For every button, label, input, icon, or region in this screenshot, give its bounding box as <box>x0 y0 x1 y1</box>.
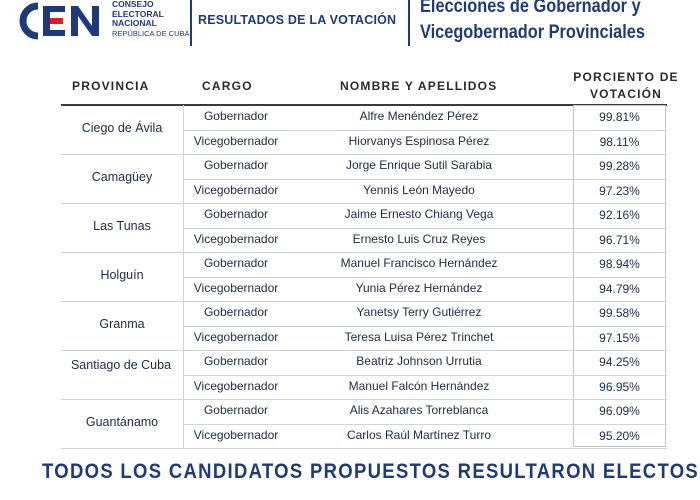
row-divider <box>183 277 667 278</box>
province-separator <box>183 105 184 154</box>
footer-banner: TODOS LOS CANDIDATOS PROPUESTOS RESULTARON ELECTOS <box>42 460 700 483</box>
row-divider <box>183 179 667 180</box>
porciento-cell: 94.79% <box>599 281 640 296</box>
province-cell: Granma <box>99 317 145 331</box>
row-divider <box>183 228 667 229</box>
nombre-cell: Manuel Falcón Hernández <box>348 378 490 393</box>
porciento-cell: 99.28% <box>599 159 640 173</box>
nombre-cell: Carlos Raúl Martínez Turro <box>346 427 492 442</box>
porciento-cell: 96.95% <box>599 379 640 394</box>
page-title <box>420 0 645 46</box>
header-divider <box>408 0 410 46</box>
row-divider <box>61 252 667 253</box>
province-separator <box>183 203 184 252</box>
logo-line: REPÚBLICA DE CUBA <box>112 28 190 38</box>
col-porciento <box>571 70 681 101</box>
cargo-cell: Vicegobernador <box>193 280 279 295</box>
province-cell: Ciego de Ávila <box>81 121 163 135</box>
province-separator <box>183 301 184 350</box>
nombre-cell: Teresa Luisa Pérez Trinchet <box>344 329 494 344</box>
title-line: Elecciones de Gobernador y <box>420 0 641 17</box>
nombre-cell: Yanetsy Terry Gutiérrez <box>356 305 482 319</box>
cargo-cell: Vicegobernador <box>193 329 279 344</box>
porciento-cell: 98.11% <box>599 134 640 149</box>
col-provincia: PROVINCIA <box>72 79 150 93</box>
row-divider <box>61 350 667 351</box>
logo-text <box>112 0 190 38</box>
province-separator <box>183 399 184 448</box>
cargo-cell: Gobernador <box>203 158 269 172</box>
cargo-cell: Gobernador <box>203 207 269 221</box>
col-cargo: CARGO <box>202 79 253 93</box>
row-divider <box>61 203 667 204</box>
col-porciento-line: PORCIENTO DE <box>573 70 679 84</box>
cargo-cell: Vicegobernador <box>193 427 279 442</box>
row-divider <box>61 399 667 400</box>
porciento-cell: 92.16% <box>599 208 640 222</box>
cargo-cell: Vicegobernador <box>193 182 279 197</box>
nombre-cell: Beatriz Johnson Urrutia <box>356 354 482 368</box>
nombre-cell: Ernesto Luis Cruz Reyes <box>352 231 486 246</box>
porciento-cell: 96.71% <box>599 232 640 247</box>
province-cell: Guantánamo <box>85 415 159 429</box>
nombre-cell: Alfre Menéndez Pérez <box>359 109 479 123</box>
nombre-cell: Jaime Ernesto Chiang Vega <box>344 207 494 221</box>
porciento-cell: 94.25% <box>599 355 640 369</box>
porciento-cell: 98.94% <box>599 257 640 271</box>
province-cell: Camagüey <box>91 170 153 184</box>
nombre-cell: Yunia Pérez Hernández <box>355 280 483 295</box>
nombre-cell: Jorge Enrique Sutil Sarabia <box>345 158 493 172</box>
logo-line: ELECTORAL <box>112 8 164 19</box>
logo-line: NACIONAL <box>112 18 157 29</box>
province-separator <box>183 252 184 301</box>
header-divider <box>190 0 192 46</box>
porciento-cell: 96.09% <box>599 404 640 418</box>
cargo-cell: Gobernador <box>203 256 269 270</box>
porciento-cell: 99.58% <box>599 306 640 320</box>
province-separator <box>183 350 184 399</box>
col-nombre: NOMBRE Y APELLIDOS <box>340 79 498 93</box>
col-porciento-line: VOTACIÓN <box>589 87 663 101</box>
logo-line: CONSEJO <box>112 0 154 9</box>
cargo-cell: Vicegobernador <box>193 231 279 246</box>
row-divider <box>183 326 667 327</box>
row-divider <box>183 424 667 425</box>
row-divider <box>61 301 667 302</box>
header <box>0 0 700 50</box>
row-divider <box>183 130 667 131</box>
nombre-cell: Yennis León Mayedo <box>363 182 475 197</box>
porciento-cell: 99.81% <box>599 110 640 124</box>
cargo-cell: Gobernador <box>203 403 269 417</box>
cargo-cell: Vicegobernador <box>193 378 279 393</box>
cargo-cell: Gobernador <box>203 354 269 368</box>
nombre-cell: Hiorvanys Espinosa Pérez <box>348 133 490 148</box>
cargo-cell: Gobernador <box>203 305 269 319</box>
province-separator <box>183 154 184 203</box>
title-line: Vicegobernador Provinciales <box>420 22 645 43</box>
province-cell: Santiago de Cuba <box>70 358 172 372</box>
row-divider <box>183 375 667 376</box>
nombre-cell: Manuel Francisco Hernández <box>340 256 498 270</box>
row-divider <box>61 154 667 155</box>
province-cell: Las Tunas <box>93 219 151 233</box>
cargo-cell: Gobernador <box>203 109 269 123</box>
porciento-cell: 97.15% <box>599 330 640 345</box>
row-divider <box>61 448 667 449</box>
porciento-cell: 97.23% <box>599 183 640 198</box>
nombre-cell: Alis Azahares Torreblanca <box>349 403 489 417</box>
cargo-cell: Vicegobernador <box>193 133 279 148</box>
porciento-cell: 95.20% <box>599 428 640 443</box>
province-cell: Holguín <box>100 268 144 282</box>
cen-logo-icon <box>16 2 108 40</box>
section-title: RESULTADOS DE LA VOTACIÓN <box>198 13 397 27</box>
